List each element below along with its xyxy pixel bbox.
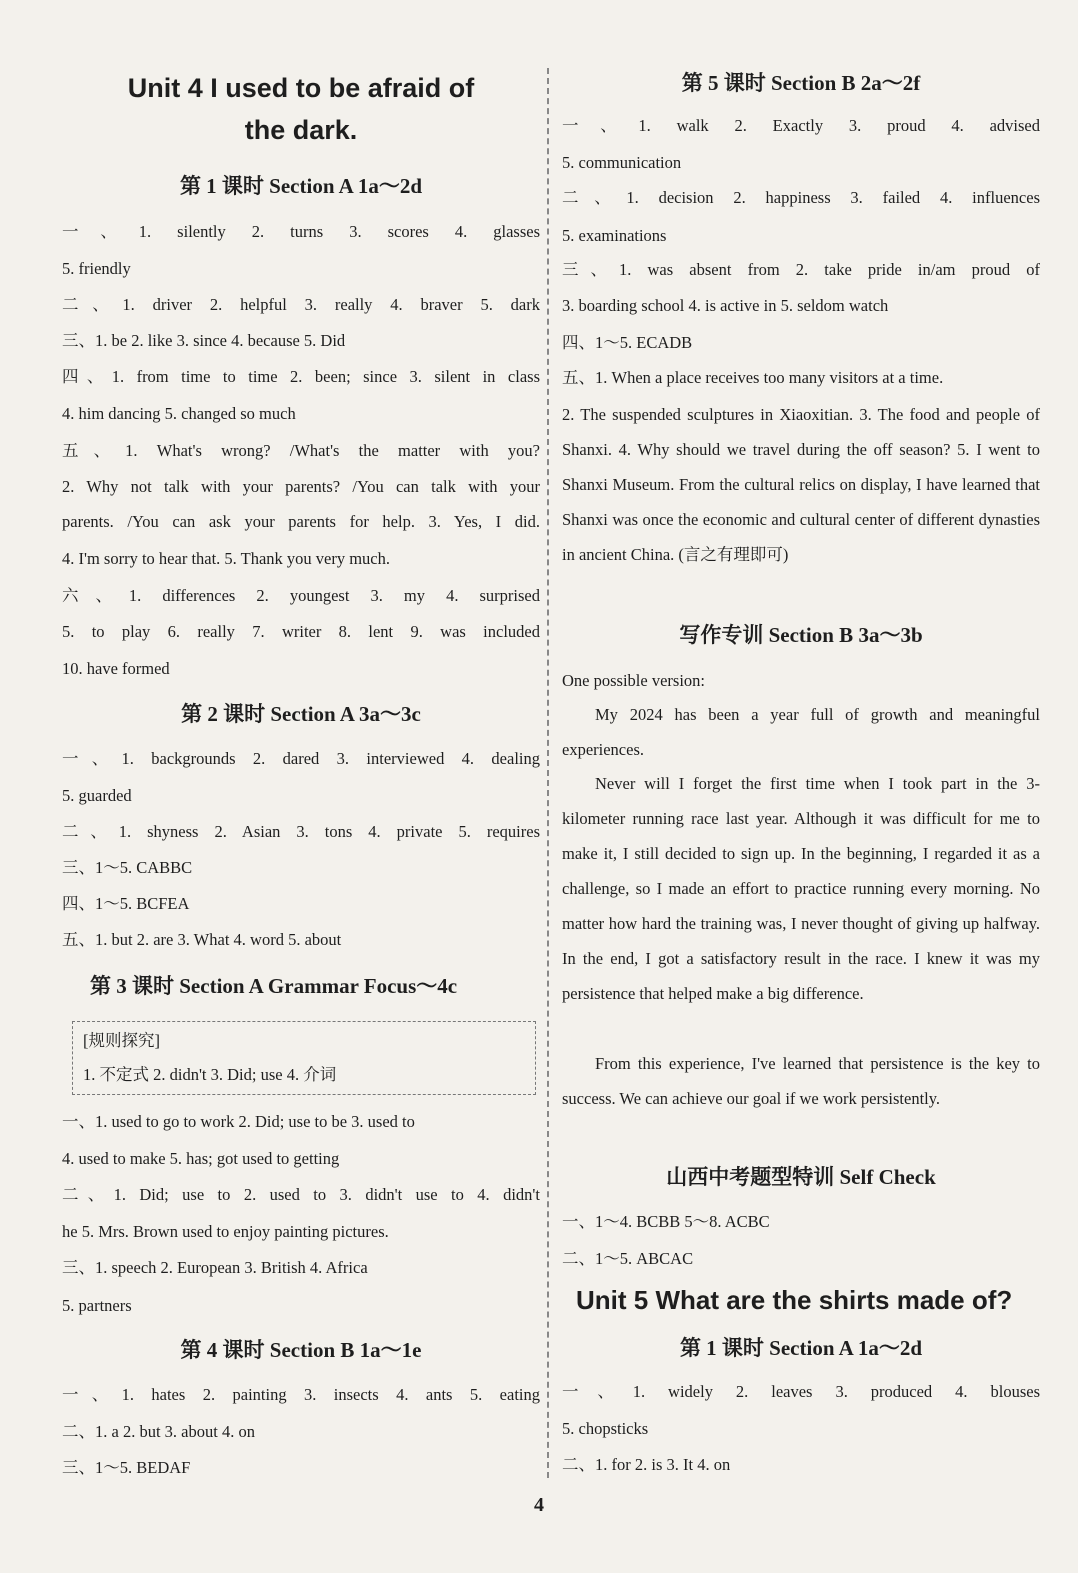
answer-line: 六、1. differences 2. youngest 3. my 4. surprised (62, 586, 540, 605)
answer-line: 一、1. backgrounds 2. dared 3. interviewed 4. dealing (62, 749, 540, 768)
answer-line: 五、1. but 2. are 3. What 4. word 5. about (62, 930, 342, 949)
answer-line: 5. guarded (62, 786, 132, 805)
answer-line: 二、1～5. ABCAC (562, 1249, 694, 1268)
answer-line: 三、1. was absent from 2. take pride in/am proud of (562, 260, 1040, 279)
answer-line: 3. boarding school 4. is active in 5. seldom watch (562, 296, 889, 315)
writing-heading: 写作专训 Section B 3a～3b (679, 623, 923, 647)
page-number: 4 (534, 1494, 544, 1516)
rule-exploration-box (72, 1021, 536, 1095)
writing-paragraph-3: From this experience, I've learned that persistence is the key to success. We can achieve our goal if we work persistently. (562, 1054, 1040, 1108)
answer-line: 一、1. silently 2. turns 3. scores 4. glasses (62, 222, 540, 241)
lesson5-heading: 第 5 课时 Section B 2a～2f (681, 71, 921, 95)
answer-line: 一、1. hates 2. painting 3. insects 4. ants 5. eating (62, 1385, 540, 1404)
lesson4-heading: 第 4 课时 Section B 1a～1e (180, 1338, 422, 1362)
answer-line: 二、1. Did; use to 2. used to 3. didn't use to 4. didn't (62, 1185, 540, 1204)
answer-paragraph: 2. The suspended sculptures in Xiaoxitian. 3. The food and people of Shanxi. 4. Why should we travel during the off season? 5. I went to Shanxi Museum. From the cultural relics on display, I have learned that Shanxi was once the economic and cultural center of different dynasties in ancient China. (言之有理即可) (562, 405, 1040, 564)
box-title: [规则探究] (83, 1031, 160, 1050)
answer-line: 5. to play 6. really 7. writer 8. lent 9. was included (62, 622, 540, 641)
unit5-lesson1-heading: 第 1 课时 Section A 1a～2d (679, 1336, 923, 1360)
writing-paragraph-1: My 2024 has been a year full of growth and meaningful experiences. (562, 705, 1040, 759)
writing-intro: One possible version: (562, 671, 705, 690)
answer-line: 5. examinations (562, 226, 667, 245)
answer-line: 5. communication (562, 153, 682, 172)
answer-line: 三、1. speech 2. European 3. British 4. Africa (62, 1258, 368, 1277)
answer-line: 四、1～5. BCFEA (62, 894, 190, 913)
answer-line: 4. I'm sorry to hear that. 5. Thank you very much. (62, 549, 391, 568)
column-divider (547, 68, 549, 1478)
unit4-title-line1: Unit 4 I used to be afraid of (127, 73, 475, 103)
unit4-title-line2: the dark. (244, 115, 358, 145)
answer-line: 2. Why not talk with your parents? /You can talk with your (62, 477, 540, 496)
self-check-heading: 山西中考题型特训 Self Check (666, 1165, 936, 1189)
answer-line: 二、1. a 2. but 3. about 4. on (62, 1422, 255, 1441)
box-answers: 1. 不定式 2. didn't 3. Did; use 4. 介词 (83, 1065, 337, 1084)
lesson1-heading: 第 1 课时 Section A 1a～2d (179, 174, 423, 198)
answer-line: 三、1～5. BEDAF (62, 1458, 191, 1477)
answer-line: 4. used to make 5. has; got used to getting (62, 1149, 340, 1168)
answer-line: 二、1. decision 2. happiness 3. failed 4. influences (562, 188, 1040, 207)
answer-line: 一、1～4. BCBB 5～8. ACBC (562, 1212, 770, 1231)
answer-line: 三、1～5. CABBC (62, 858, 193, 877)
answer-line: 5. friendly (62, 259, 131, 278)
answer-line: 5. partners (62, 1296, 132, 1315)
answer-line: 一、1. widely 2. leaves 3. produced 4. blouses (562, 1382, 1040, 1401)
answer-line: 二、1. driver 2. helpful 3. really 4. braver 5. dark (62, 295, 540, 314)
answer-line: 一、1. walk 2. Exactly 3. proud 4. advised (562, 116, 1040, 135)
answer-line: 10. have formed (62, 659, 170, 678)
answer-line: 二、1. shyness 2. Asian 3. tons 4. private 5. requires (62, 822, 540, 841)
answer-line: 五、1. When a place receives too many visitors at a time. (562, 368, 944, 387)
answer-line: parents. /You can ask your parents for help. 3. Yes, I did. (62, 512, 540, 531)
writing-paragraph-2: Never will I forget the first time when I took part in the 3-kilometer running race last year. Although it was difficult for me to make it, I still decided to sign up. In the beginning, I regarded it as a challenge, so I made an effort to practice running every morning. No matter how hard the training was, I never thought of giving up halfway. In the end, I got a satisfactory result in the race. I knew it was my persistence that helped make a big difference. (562, 774, 1040, 1003)
unit5-title: Unit 5 What are the shirts made of? (576, 1285, 1013, 1315)
answer-line: 四、1～5. ECADB (562, 333, 693, 352)
answer-line: 5. chopsticks (562, 1419, 649, 1438)
answer-line: 二、1. for 2. is 3. It 4. on (562, 1455, 731, 1474)
answer-line: 三、1. be 2. like 3. since 4. because 5. Did (62, 331, 346, 350)
answer-line: he 5. Mrs. Brown used to enjoy painting pictures. (62, 1222, 389, 1241)
lesson3-heading: 第 3 课时 Section A Grammar Focus～4c (90, 974, 458, 998)
answer-line: 一、1. used to go to work 2. Did; use to be 3. used to (62, 1112, 415, 1131)
answer-line: 4. him dancing 5. changed so much (62, 404, 296, 423)
lesson2-heading: 第 2 课时 Section A 3a～3c (181, 702, 421, 726)
answer-line: 四、1. from time to time 2. been; since 3. silent in class (62, 367, 540, 386)
answer-line: 五、1. What's wrong? /What's the matter with you? (62, 441, 540, 460)
